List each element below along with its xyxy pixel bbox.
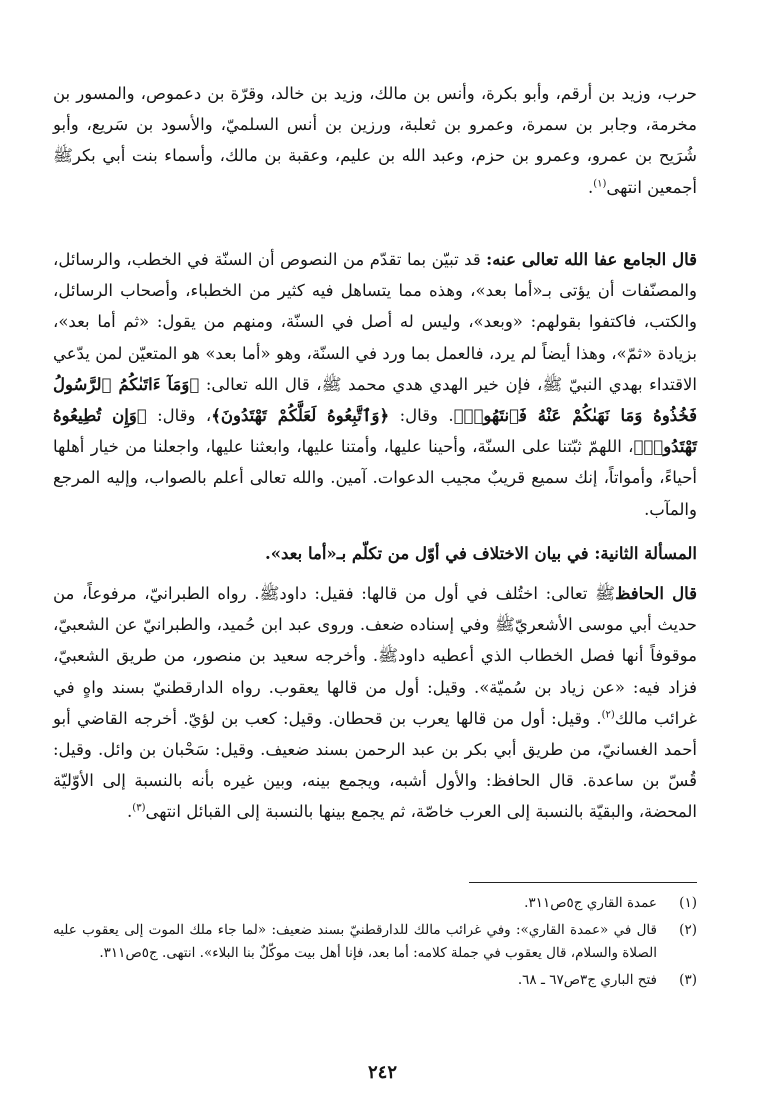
- footnote-ref-1: (١): [593, 178, 607, 190]
- footnote-2: [53, 919, 697, 965]
- section-heading-text: في بيان الاختلاف في أوّل من تكلّم بـ«أما بعد».: [264, 544, 595, 563]
- footnote-1-number: (١): [679, 895, 697, 911]
- paragraph-1-text: حرب، وزيد بن أرقم، وأبو بكرة، وأنس بن مالك، وزيد بن خالد، وقرّة بن دعموص، والمسور بن مخرمة، وجابر بن سمرة، وعمرو بن ثعلبة، ورزين بن أنس السلميّ، والأسود بن سَريع، وأبو شُرَيح بن عمرو، وعمرو بن حزم، وعبد الله بن عليم، وعقبة بن مالك، وأسماء بنت أبي بكرﷺ أجمعين انتهى: [53, 84, 697, 197]
- footnote-ref-3: (٣): [132, 802, 146, 814]
- paragraph-3-end: .: [127, 802, 133, 822]
- hafiz-quote-lead: قال الحافظ: [615, 584, 697, 603]
- footnote-divider: [469, 882, 697, 883]
- paragraph-3-text-a: ﷺ تعالى: اختُلف في أول من قالها: فقيل: داودﷺ. رواه الطبرانيّ، مرفوعاً، من حديث أبي موسى الأشعريّﷺ وفي إسناده ضعف. وروى عبد ابن حُميد، والطبرانيّ عن الشعبيّ، موقوفاً أنها فصل الخطاب الذي أعطيه داودﷺ. وأخرجه سعيد بن منصور، من طريق الشعبيّ، فزاد فيه: «عن زياد بن سُميّة». وقيل: أول من قالها يعقوب. رواه الدارقطنيّ بسند واهٍ في غرائب مالك: [53, 584, 698, 728]
- quran-verse-1: ﴿وَمَآ ءَاتَىٰكُمُ ٱلرَّسُولُ فَخُذُوهُ وَمَا نَهَىٰكُمْ عَنْهُ فَٱنتَهُوا۟﴾: [53, 374, 697, 426]
- paragraph-3: [53, 578, 697, 828]
- footnotes: [53, 892, 697, 996]
- footnote-1: [53, 892, 697, 915]
- paragraph-2: [53, 244, 697, 525]
- compiler-note-lead: قال الجامع عفا الله تعالى عنه:: [486, 250, 698, 269]
- paragraph-2-text-d: ، اللهمّ ثبّتنا على السنّة، وأحينا عليها، وأمتنا عليها، وابعثنا عليها، واجعلنا من خيار أهلها أحياءً، وأمواتاً، إنك سميع قريبٌ مجيب الدعوات. آمين. والله تعالى أعلم بالصواب، وإليه المرجع والمآب.: [53, 437, 697, 519]
- footnote-2-text: قال في «عمدة القاري»: وفي غرائب مالك للدارقطنيّ بسند ضعيف: «لما جاء ملك الموت إلى يعقوب عليه الصلاة والسلام، قال يعقوب في جملة كلامه: أما بعد، فإنا أهل بيت موكّلٌ بنا البلاء». انتهى. ج٥ص٣١١.: [53, 922, 657, 961]
- paragraph-1-end: .: [587, 177, 594, 197]
- footnote-3-text: فتح الباري ج٣ص٦٧ ـ ٦٨.: [517, 972, 657, 988]
- quran-verse-2: ﴿وَٱتَّبِعُوهُ لَعَلَّكُمْ تَهْتَدُونَ﴾: [211, 406, 390, 426]
- paragraph-2-text-a: قد تبيّن بما تقدّم من النصوص أن السنّة في الخطب، والرسائل، والمصنّفات أن يؤتى بـ«أما بعد»، وهذه مما يتساهل فيه كثير من الخطباء، وأصحاب الرسائل، والكتب، فاكتفوا بقولهم: «وبعد»، وليس له أصل في السنّة، ومنهم من يقول: «ثم أما بعد»، بزيادة «ثمّ»، وهذا أيضاً لم يرد، فالعمل بما ورد في السنّة، وهو «أما بعد» هو المتعيّن لمن يدّعي الاقتداء بهدي النبيّ ﷺ، فإن خير الهدي هدي محمد ﷺ، قال الله تعالى:: [53, 250, 697, 394]
- section-heading-lead: المسألة الثانية:: [594, 544, 697, 563]
- footnote-ref-2: (٢): [601, 709, 615, 721]
- paragraph-1: [53, 78, 697, 203]
- footnote-1-text: عمدة القاري ج٥ص٣١١.: [524, 895, 657, 911]
- page-number: ٢٤٢: [367, 1062, 397, 1083]
- section-heading: [53, 538, 697, 569]
- quran-verse-3: ﴿وَإِن تُطِيعُوهُ تَهْتَدُوا۟﴾: [53, 406, 697, 457]
- paragraph-3-text-b: . وقيل: أول من قالها يعرب بن قحطان. وقيل: كعب بن لؤيّ. أخرجه القاضي أبو أحمد الغسانيّ، من طريق أبي بكر بن عبد الرحمن بسند ضعيف. وقيل: سَحْبان بن وائل. وقيل: قُسّ بن ساعدة. قال الحافظ: والأول أشبه، ويجمع بينه، وبين غيره بأنه بالنسبة إلى الأوّليّة المحضة، والبقيّة بالنسبة إلى العرب خاصّة، ثم يجمع بينها بالنسبة إلى القبائل انتهى: [53, 708, 697, 822]
- footnote-3-number: (٣): [679, 972, 697, 988]
- paragraph-2-text-c: ، وقال:: [146, 406, 212, 426]
- paragraph-2-text-b: . وقال:: [389, 406, 454, 426]
- footnote-3: [53, 969, 697, 992]
- footnote-2-number: (٢): [679, 922, 697, 938]
